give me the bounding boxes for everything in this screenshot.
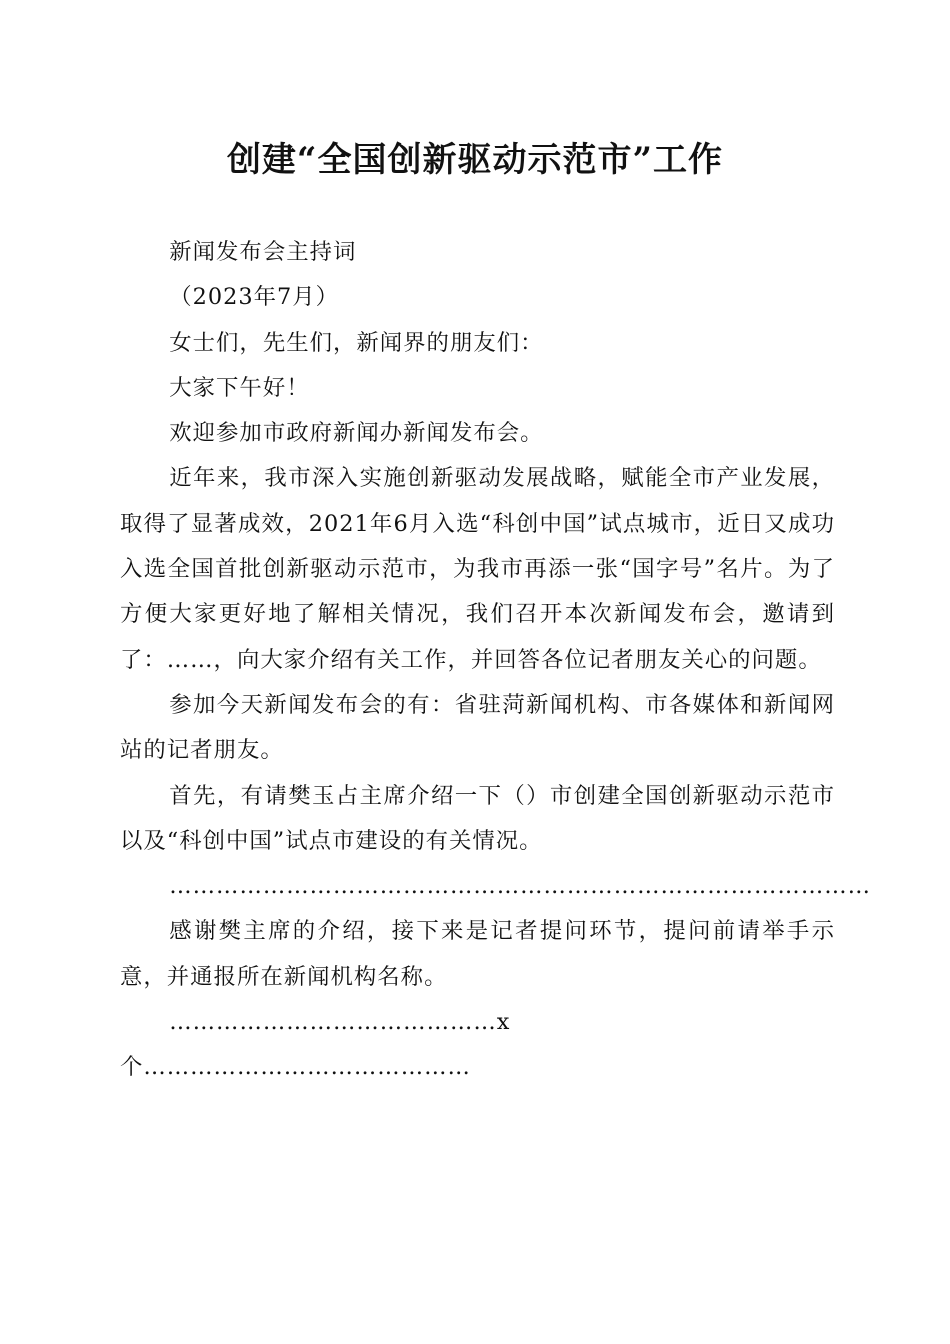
paragraph-ellipsis-x: ……………………………………x (169, 1009, 511, 1036)
document-title: 创建“全国创新驱动示范市”工作 (226, 140, 724, 180)
paragraph-date: （2023年7月） (169, 284, 340, 311)
paragraph-attendees: 参加今天新闻发布会的有：省驻菏新闻机构、市各媒体和新闻网站的记者朋友。 (120, 691, 835, 764)
paragraph-thanks: 感谢樊主席的介绍，接下来是记者提问环节，提问前请举手示意，并通报所在新闻机构名称。 (120, 918, 835, 990)
paragraph-greeting: 女士们，先生们，新闻界的朋友们： (169, 329, 544, 356)
paragraph-good-afternoon: 大家下午好！ (169, 374, 310, 401)
paragraph-background: 近年来，我市深入实施创新驱动发展战略，赋能全市产业发展，取得了显著成效，2021年6月入选“科创中国”试点城市，近日又成功入选全国首批创新驱动示范市，为我市再添一张“国字号”名片。为了方便大家更好地了解相关情况，我们召开本次新闻发布会，邀请到了：……，向大家介绍有关工作，并回答各位记者朋友关心的问题。 (120, 465, 835, 673)
paragraph-ellipsis: ……………………………………………………………………………… (169, 873, 871, 900)
paragraph-heading: 新闻发布会主持词 (169, 239, 357, 265)
paragraph-introduction: 首先，有请樊玉占主席介绍一下（）市创建全国创新驱动示范市以及“科创中国”试点市建设的有关情况。 (120, 782, 835, 854)
document-body (120, 230, 871, 1091)
paragraph-ellipsis-end: 个…………………………………… (120, 1054, 471, 1081)
paragraph-welcome: 欢迎参加市政府新闻办新闻发布会。 (169, 420, 544, 447)
